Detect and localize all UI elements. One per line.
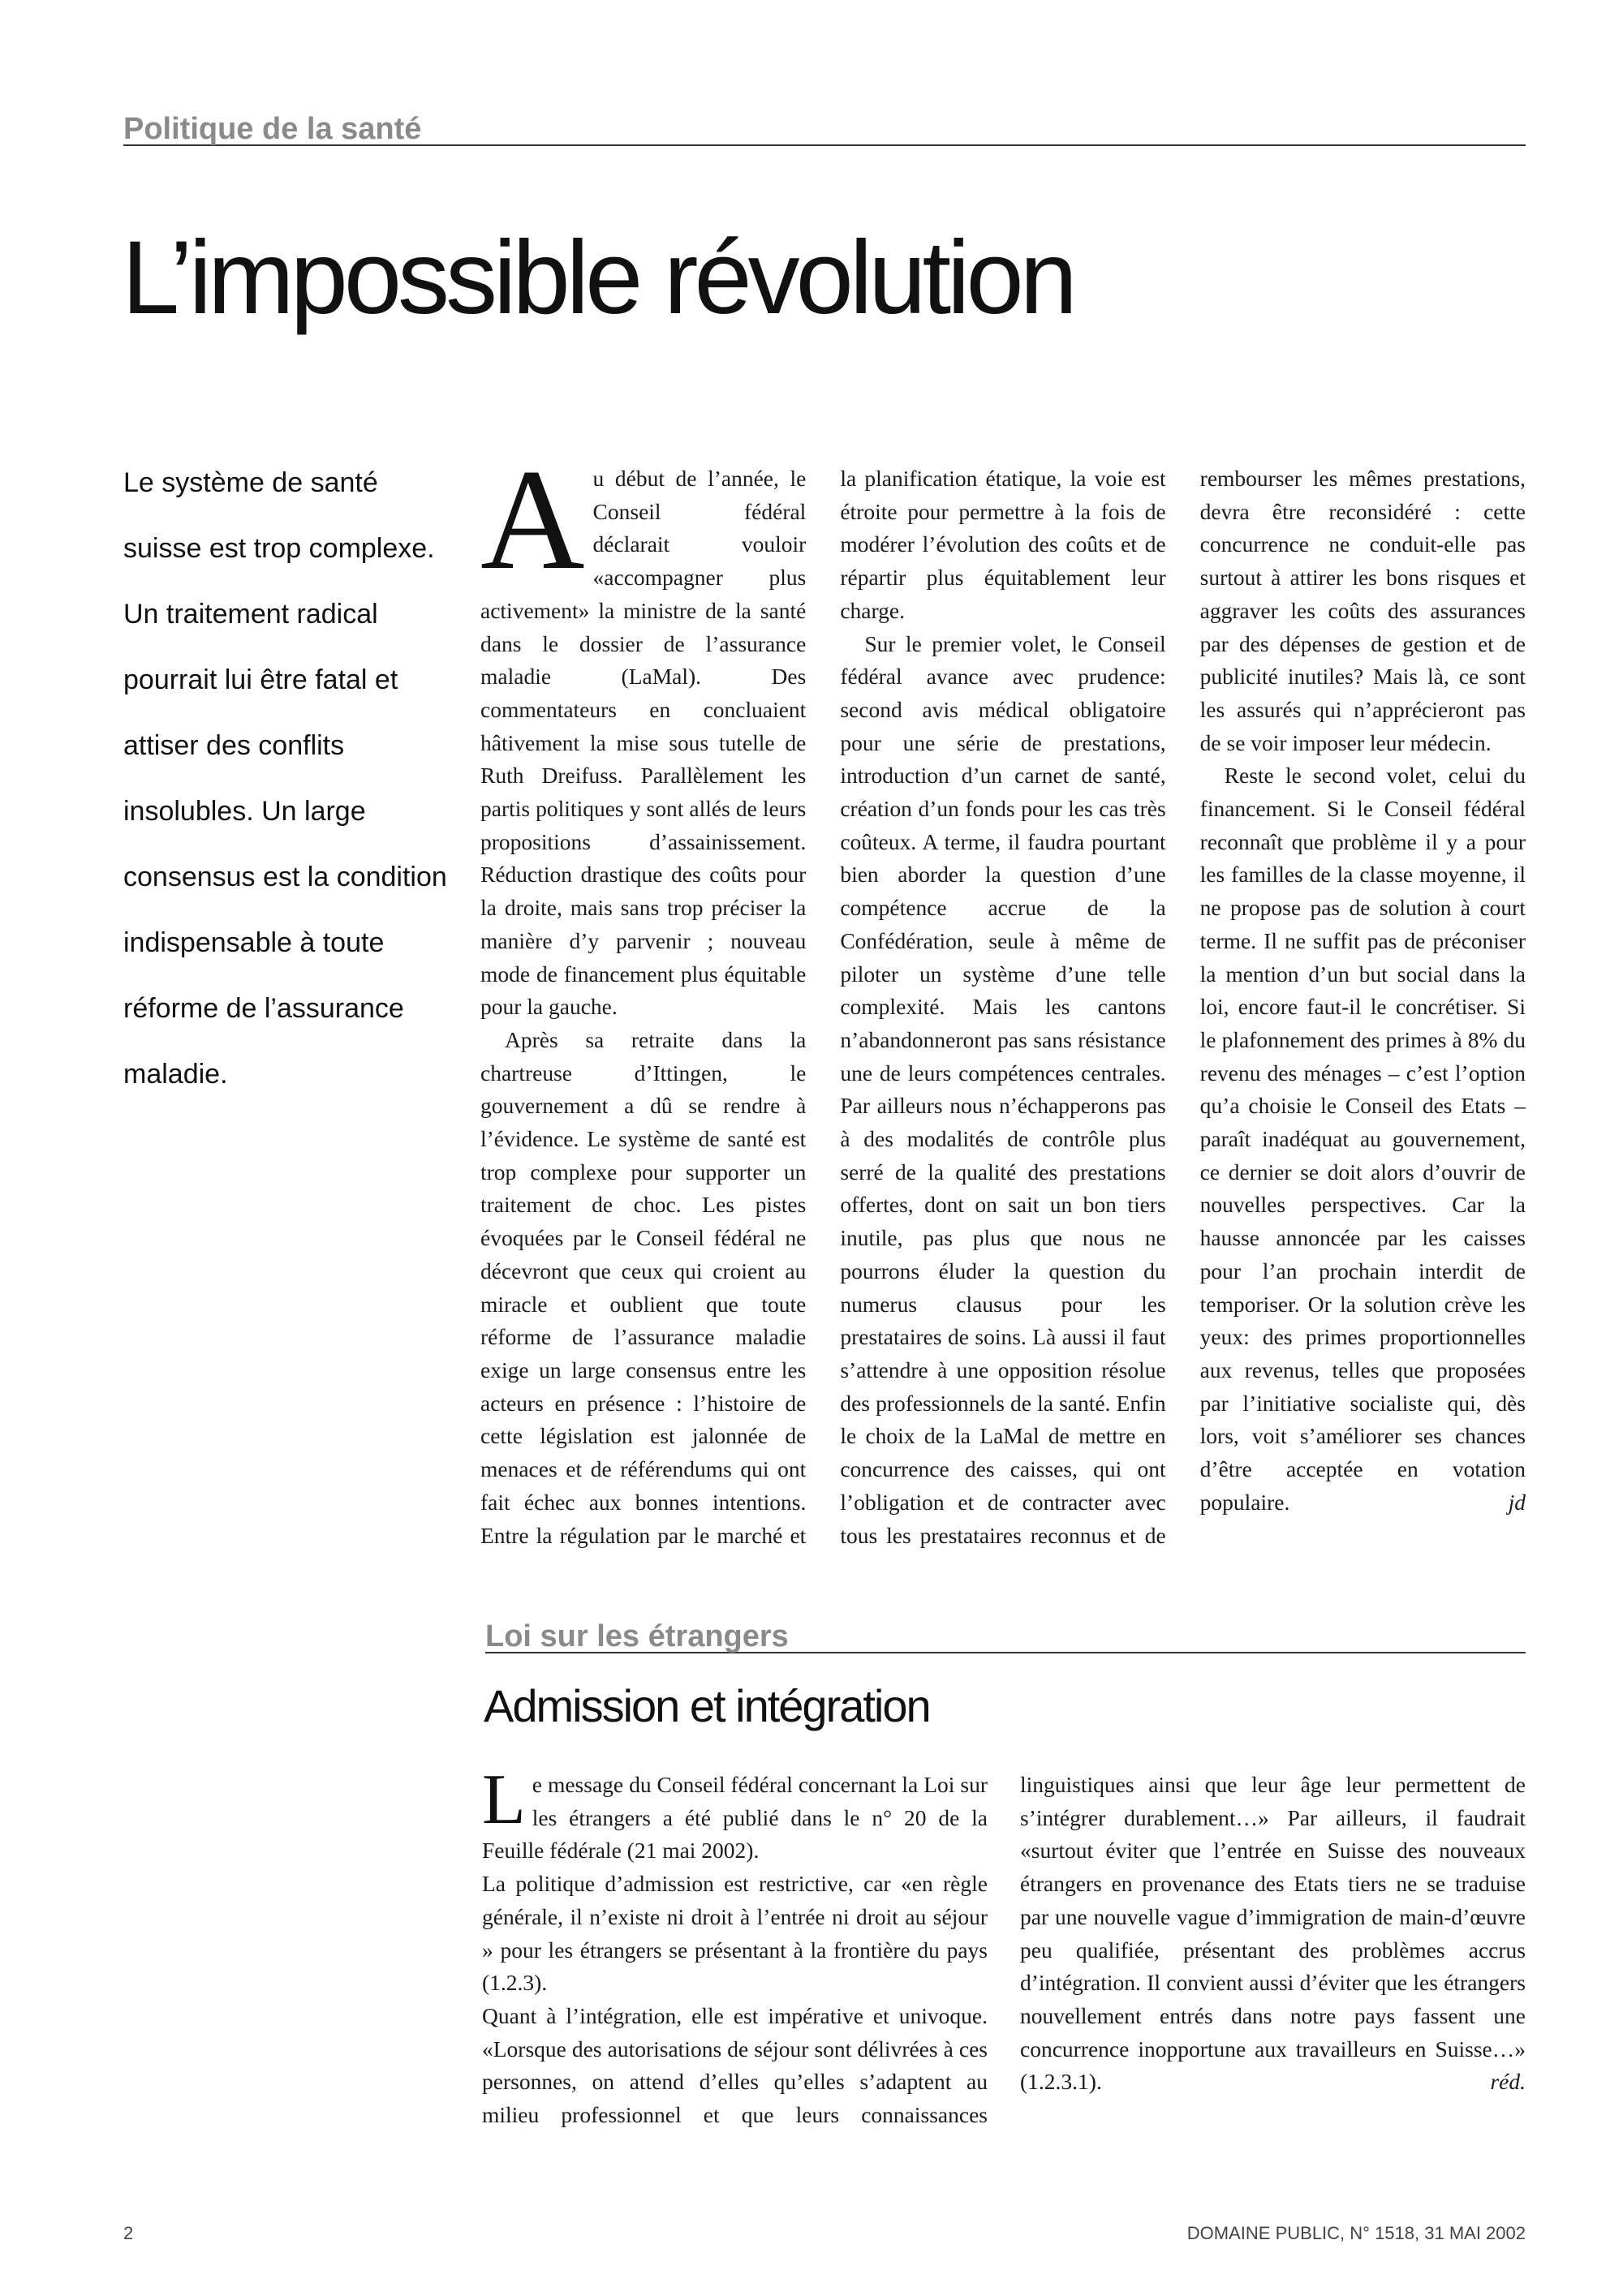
rubric-label: Politique de la santé <box>123 112 422 146</box>
article1-columns <box>480 439 1526 1576</box>
article-title: L’impossible révolution <box>122 220 1074 336</box>
article2-columns <box>482 1761 1526 2134</box>
paragraph-text: Reste le second volet, celui du financement. Si le Conseil fédéral reconnaît que problème il y a pour les familles de la classe moyenne, il ne propose pas de solution à court terme. Il ne suffit pas de préconiser la mention d’un but social dans la loi, encore faut-il le concrétiser. Si le plafonnement des primes à 8% du revenu des ménages – c’est l’option qu’a choisie le Conseil des Etats – paraît inadéquat au gouvernement, ce dernier se doit alors d’ouvrir de nouvelles perspectives. Car la hausse annoncée par les caisses pour l’an prochain interdit de temporiser. Or la solution crève les yeux: des primes proportionnelles aux revenus, telles que proposées par l’initiative socialiste qui, dès lors, voit s’améliorer ses chances d’être acceptée en votation populaire. <box>1199 763 1526 1515</box>
paragraph-text: Quant à l’intégration, elle est impérative et univoque. «Lorsque des autorisations de séjour sont délivrées à ces personnes, on attend d’elles qu’elles s’adaptent au milieu professionnel et que leurs connaissances linguistiques ainsi que leur âge leur permettent de s’intégrer durablement…» Par ailleurs, il faudrait «surtout éviter que l’entrée en Suisse des nouveaux étrangers en provenance des Etats tiers ne se traduise par une nouvelle vague d’immigration de main-d’œuvre peu qualifiée, présentant des problèmes accrus d’intégration. Il convient aussi d’éviter que les étrangers nouvellement entrés dans notre pays fassent une concurrence inopportune aux travailleurs en Suisse…» (1.2.3.1). <box>482 1772 1526 2128</box>
author-signature: réd. <box>1490 2069 1526 2095</box>
article2-body <box>482 1761 1526 2134</box>
paragraph-text: u début de l’année, le Conseil fédéral déclarait vouloir «accompagner plus activement» la ministre de la santé dans le dossier de l’assurance maladie (LaMal). Des commentateurs en concluaient hâtivement la mise sous tutelle de Ruth Dreifuss. Parallèlement les partis politiques y sont allés de leurs propositions d’assainissement. Réduction drastique des coûts pour la droite, mais sans trop préciser la manière d’y parvenir ; nouveau mode de financement plus équitable pour la gauche. <box>480 466 807 1020</box>
section-rubric-2 <box>485 1621 1526 1653</box>
page-number: 2 <box>123 2223 134 2243</box>
article1-paragraph <box>480 439 807 1024</box>
article1-paragraph: Après sa retraite dans la chartreuse d’Ittingen, le gouvernement a dû se rendre à l’évidence. Le système de santé est trop complexe pour supporter un traitement de choc. Les pistes évoquées par le Conseil fédéral ne décevront que ceux qui croient au miracle et oublient que toute réforme de l’assurance maladie exige un large consensus entre les acteurs en présence : l’histoire de cette législation est jalonnée de menaces et de référendums qui ont fait échec aux bonnes intentions. Entre la régulation par le marché et la planification étatique, la voie est étroite pour permettre à la fois de modérer l’évolution des coûts et de répartir plus équitablement leur charge. <box>480 466 1166 1548</box>
rubric-label-2: Loi sur les étrangers <box>485 1619 789 1653</box>
drop-cap: A <box>480 439 585 600</box>
paragraph-text: e message du Conseil fédéral concernant la Loi sur les étrangers a été publié dans le n° 20 de la Feuille fédérale (21 mai 2002). <box>482 1772 988 1864</box>
article1-body <box>480 439 1526 1576</box>
article1-paragraph: Sur le premier volet, le Conseil fédéral avance avec prudence: second avis médical obligatoire pour une série de prestations, introduction d’un carnet de santé, création d’un fonds pour les cas très coûteux. A terme, il faudra pourtant bien aborder la question d’une compétence accrue de la Confédération, seule à même de piloter un système d’une telle complexité. Mais les cantons n’abandonneront pas sans résistance une de leurs compétences centrales. Par ailleurs nous n’échapperons pas à des modalités de contrôle plus serré de la qualité des prestations offertes, dont on sait un bon tiers inutile, pas plus que nous ne pourrons éluder la question du numerus clausus pour les prestataires de soins. Là aussi il faut s’attendre à une opposition résolue des professionnels de la santé. Enfin le choix de la LaMal de mettre en concurrence des caisses, qui ont l’obligation et de contracter avec tous les prestataires reconnus et de rembourser les mêmes prestations, devra être reconsidéré : cette concurrence ne conduit-elle pas surtout à attirer les bons risques et aggraver les coûts des assurances par des dépenses de gestion et de publicité inutiles? Mais là, ce sont les assurés qui n’apprécieront pas de se voir imposer leur médecin. <box>840 466 1526 1548</box>
drop-cap: L <box>482 1761 526 1839</box>
article2-paragraph: La politique d’admission est restrictive, car «en règle générale, il n’existe ni droit à l’entrée ni droit au séjour » pour les étrangers se présentant à la frontière du pays (1.2.3). <box>482 1871 988 1996</box>
article2-title: Admission et intégration <box>484 1680 930 1731</box>
section-rubric <box>123 114 1526 146</box>
article2-paragraph <box>482 1761 988 1868</box>
article-lead: Le système de santé suisse est trop complexe. Un traitement radical pourrait lui être fatal et attiser des conflits insolubles. Un large consensus est la condition indispensable à toute réforme de l’assurance maladie. <box>123 467 447 1090</box>
publication-info: DOMAINE PUBLIC, N° 1518, 31 MAI 2002 <box>1186 2223 1526 2243</box>
article1-paragraph <box>1200 759 1526 1519</box>
author-signature: jd <box>1508 1489 1526 1515</box>
